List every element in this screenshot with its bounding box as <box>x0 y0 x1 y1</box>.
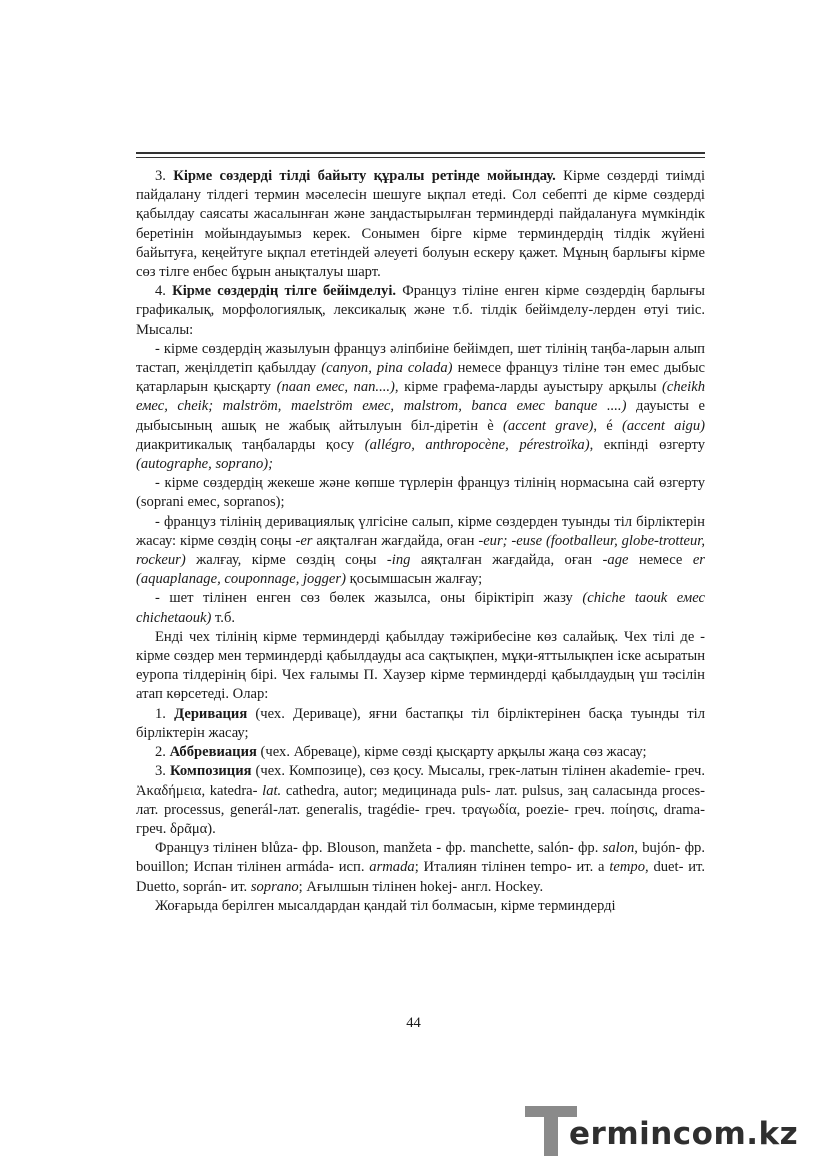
body-text <box>136 167 705 916</box>
text-run: ; Ағылшын тілінен hokej- англ. Hockey. <box>298 878 544 895</box>
page-number: 44 <box>406 1015 421 1031</box>
text-run: немесе француз тіліне тән емес дыбыс қатарларын қысқарту <box>136 360 705 396</box>
italic-text: (accent grave) <box>503 417 594 434</box>
text-run: аяқталған жағдайда, оған <box>312 532 479 549</box>
text-run: немесе <box>628 552 693 569</box>
text-run: 3. <box>155 763 170 780</box>
text-run: Кірме сөздерді тиімді пайдалану тілдегі термин мәселесін шешуге ықпал етеді. Сол себепті де кірме сөздерді қабылдау саясаты жасалынған және заңдастырылған терминдерді пайдалануға мүмкіндік беретінін мойындауымыз керек. Сонымен бірге кірме терминдердің тілдік жүйені байытуға, кеңейтуге ықпал ететіндей әлеуеті болуын ескеру қажет. Мұның барлығы кірме сөз тілге енбес бұрын анықталуы шарт. <box>136 168 706 281</box>
italic-text: (autographe, soprano); <box>136 456 274 473</box>
text-run: Енді чех тілінің кірме терминдерді қабылдау тәжірибесіне көз салайық. Чех тілі де - кірме сөздер мен терминдерді қабылдауды аса сақтықпен, мұқи-яттылықпен іске асыратын еуропа тілдерінің бірі. Чех ғалымы П. Хаузер кірме терминдерді қабылдаудың үш тәсілін атап көрсетеді. Олар: <box>136 628 705 703</box>
italic-text: tempo <box>609 859 645 876</box>
text-run: , bujón- фр. bouillon; Испан тілінен armáda- исп. <box>136 840 705 876</box>
text-run: Жоғарыда берілген мысалдардан қандай тіл болмасын, кірме терминдерді <box>155 897 616 914</box>
paragraph <box>136 340 705 474</box>
text-run: 3. <box>155 168 174 184</box>
paragraph <box>136 282 705 340</box>
italic-text: lat. <box>262 782 282 799</box>
text-run: 4. <box>155 283 173 300</box>
text-run: 1. <box>155 705 175 722</box>
italic-text: (cheikh емес, cheik; malström, maelström емес, malstrom, banca емес banque ....) <box>136 379 705 415</box>
text-run: аяқталған жағдайда, оған <box>410 552 603 569</box>
text-run: (чех. Композице), сөз қосу. Мысалы, грек-латын тілінен akademie- греч. Ἀκαδήμεια, katedra- <box>136 763 706 799</box>
text-run: - кірме сөздердің жекеше және көпше түрлерін француз тілінің нормасына сай өзгерту (soprani емес, sopranos); <box>136 475 705 511</box>
italic-text: (canyon, pina colada) <box>321 360 453 377</box>
paragraph <box>136 167 705 282</box>
text-run: Француз тілінен blůza- фр. Blouson, manžeta - фр. manchette, salón- фр. <box>155 840 603 857</box>
text-run: - шет тілінен енген сөз бөлек жазылса, оны біріктіріп жазу <box>155 590 583 607</box>
text-run: 2. <box>155 744 170 761</box>
text-run: дауысты е дыбысының ашық не жабық айтылуын біл-діретін è <box>136 398 706 434</box>
italic-text: -age <box>602 552 629 569</box>
italic-text: -er <box>295 532 313 549</box>
text-run: cathedra, autor; медицинада puls- лат. pulsus, заң саласында proces- лат. processus, generál-лат. generalis, tragédie- греч. τραγωδία, poezie- греч. ποίησις, drama- греч. δρᾶμα). <box>136 782 705 837</box>
text-run: - француз тілінің деривациялық үлгісіне салып, кірме сөздерден туынды тіл бірліктерін жасау: кірме сөздің соңы <box>136 513 705 549</box>
header-rule-thin <box>136 157 705 158</box>
italic-text: (accent aigu) <box>621 417 705 434</box>
italic-text: salon <box>602 840 635 857</box>
text-run: т.б. <box>211 609 236 626</box>
text-run: (чех. Абревацe), кірме сөзді қысқарту арқылы жаңа сөз жасау; <box>256 744 647 761</box>
text-run: қосымшасын жалғау; <box>345 571 483 588</box>
paragraph <box>136 705 705 743</box>
bold-text: Деривация <box>174 705 248 722</box>
italic-text: -eur; -euse (footballeur, globe-trotteur, rockeur) <box>136 532 705 569</box>
text-run: , екпінді өзгерту <box>589 436 705 453</box>
italic-text: (naan емес, nan....) <box>276 379 395 396</box>
bold-text: Композиция <box>170 763 252 780</box>
italic-text: er (aquaplanage, couponnage, jogger) <box>136 552 705 588</box>
text-run: жалғау, кірме сөздің соңы <box>185 552 387 569</box>
text-run: (чех. Деривацe), яғни бастапқы тіл бірліктерінен басқа туынды тіл бірліктерін жасау; <box>136 705 706 741</box>
paragraph <box>136 897 705 916</box>
bold-text: Кірме сөздердің тілге бейімделуі. <box>172 283 397 300</box>
paragraph <box>136 474 705 512</box>
termincom-logo[interactable] <box>525 1100 815 1160</box>
text-run: Француз тіліне енген кірме сөздердің барлығы графикалық, морфологиялық, лексикалық және т.б. тілдік бейімделу-лерден өтуі тиіс. Мысалы: <box>136 283 705 338</box>
italic-text: -ing <box>386 552 411 569</box>
logo-text: ermincom.kz <box>569 1116 799 1152</box>
bold-text: Кірме сөздерді тілді байыту құралы ретінде мойындау. <box>173 168 556 184</box>
text-run: - кірме сөздердің жазылуын француз әліпбиіне бейімдеп, шет тілінің таңба-ларын алып тастап, жеңілдетіп қабылдау <box>136 340 705 377</box>
paragraph <box>136 743 705 762</box>
paragraph <box>136 513 705 590</box>
italic-text: armada <box>369 859 415 876</box>
text-run: ; Италиян тілінен tempo- ит. а <box>414 859 610 876</box>
text-run: , кірме графема-ларды ауыстыру арқылы <box>394 379 663 396</box>
italic-text: (allégro, anthropocène, pérestroïka) <box>364 436 590 453</box>
paragraph <box>136 628 705 705</box>
italic-text: (chiche taouk емес chichetaouk) <box>136 590 705 626</box>
text-run: , duet- ит. Duetto, soprán- ит. <box>136 859 705 895</box>
paragraph <box>136 589 705 627</box>
text-run: диакритикалық таңбаларды қосу <box>136 436 365 453</box>
text-run: , é <box>593 417 622 434</box>
italic-text: soprano <box>250 878 299 895</box>
paragraph <box>136 839 705 897</box>
bold-text: Аббревиация <box>169 744 257 761</box>
header-rule-thick <box>136 152 705 154</box>
paragraph <box>136 762 705 839</box>
